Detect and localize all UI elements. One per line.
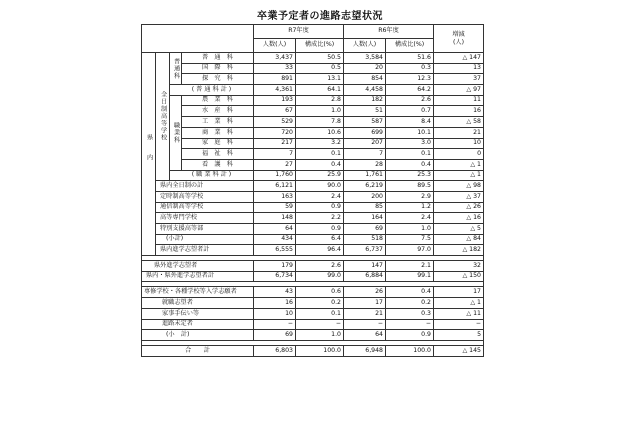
cell: 51.6 xyxy=(386,53,434,64)
row-label: 国 際 科 xyxy=(182,63,254,74)
table-row xyxy=(142,95,484,106)
cell: 0.2 xyxy=(296,298,344,309)
header-diff: 増減 (人) xyxy=(434,25,484,53)
page-title: 卒業予定者の進路志望状況 xyxy=(257,11,383,22)
table-row xyxy=(142,106,484,117)
cell: 217 xyxy=(254,138,296,149)
cell: 6,734 xyxy=(254,271,296,282)
cell: 0.3 xyxy=(386,308,434,319)
cell: 699 xyxy=(344,127,386,138)
table-row xyxy=(142,138,484,149)
cell: △ 182 xyxy=(434,245,484,256)
career-table xyxy=(141,24,484,357)
table-row xyxy=(142,159,484,170)
cell: 25.9 xyxy=(296,170,344,181)
cell: 854 xyxy=(344,74,386,85)
cell: 0.6 xyxy=(296,287,344,298)
label-futsuka: 普通科 xyxy=(170,53,182,85)
table-row xyxy=(142,63,484,74)
row-label: 商 業 科 xyxy=(182,127,254,138)
row-label: 県内進学志望者計 xyxy=(156,245,254,256)
cell: 1.0 xyxy=(296,330,344,341)
cell: 11 xyxy=(434,95,484,106)
cell: △ 1 xyxy=(434,170,484,181)
table-row xyxy=(142,181,484,192)
cell: − xyxy=(344,319,386,330)
cell: 0.2 xyxy=(386,298,434,309)
cell: 13.1 xyxy=(296,74,344,85)
row-label: 工 業 科 xyxy=(182,117,254,128)
header-row-1 xyxy=(142,25,484,39)
table-row xyxy=(142,234,484,245)
cell: 99.1 xyxy=(386,271,434,282)
table-row xyxy=(142,202,484,213)
cell: − xyxy=(434,319,484,330)
cell: 0.3 xyxy=(386,63,434,74)
cell: 0.1 xyxy=(296,149,344,160)
row-label: 農 業 科 xyxy=(182,95,254,106)
cell: 17 xyxy=(344,298,386,309)
cell: 85 xyxy=(344,202,386,213)
row-label: 県内・県外進学志望者計 xyxy=(142,271,254,282)
cell: △ 1 xyxy=(434,298,484,309)
table-row xyxy=(142,287,484,298)
cell: 529 xyxy=(254,117,296,128)
cell: 69 xyxy=(344,224,386,235)
label-zennichisei: 全日制高等学校 xyxy=(156,53,170,181)
cell: 0.1 xyxy=(296,308,344,319)
cell: △ 97 xyxy=(434,85,484,96)
cell: 12.3 xyxy=(386,74,434,85)
cell: 0.4 xyxy=(386,159,434,170)
cell: 4,458 xyxy=(344,85,386,96)
cell: 0 xyxy=(434,149,484,160)
cell: 2.4 xyxy=(386,213,434,224)
cell: 5 xyxy=(434,330,484,341)
header-r6-count: 人数(人) xyxy=(344,39,386,53)
cell: 25.3 xyxy=(386,170,434,181)
table-row xyxy=(142,319,484,330)
row-label: 探 究 科 xyxy=(182,74,254,85)
cell: 96.4 xyxy=(296,245,344,256)
cell: 7.8 xyxy=(296,117,344,128)
cell: 17 xyxy=(434,287,484,298)
cell: 163 xyxy=(254,191,296,202)
table-row xyxy=(142,345,484,356)
row-label: 家事手伝い等 xyxy=(142,308,254,319)
cell: 518 xyxy=(344,234,386,245)
row-label: 水 産 科 xyxy=(182,106,254,117)
cell: 7 xyxy=(254,149,296,160)
cell: 99.0 xyxy=(296,271,344,282)
cell: △ 37 xyxy=(434,191,484,202)
cell: 2.9 xyxy=(386,191,434,202)
cell: 0.7 xyxy=(386,106,434,117)
cell: 37 xyxy=(434,74,484,85)
cell: 6,803 xyxy=(254,345,296,356)
cell: 28 xyxy=(344,159,386,170)
cell: 21 xyxy=(344,308,386,319)
row-label: 進路未定者 xyxy=(142,319,254,330)
row-label: (小 計) xyxy=(142,330,254,341)
cell: 6,884 xyxy=(344,271,386,282)
cell: 0.1 xyxy=(386,149,434,160)
cell: 67 xyxy=(254,106,296,117)
cell: △ 98 xyxy=(434,181,484,192)
cell: 3.2 xyxy=(296,138,344,149)
cell: 21 xyxy=(434,127,484,138)
cell: 69 xyxy=(254,330,296,341)
cell: 100.0 xyxy=(386,345,434,356)
cell: △ 5 xyxy=(434,224,484,235)
cell: 8.4 xyxy=(386,117,434,128)
cell: 2.1 xyxy=(386,261,434,272)
table-row xyxy=(142,308,484,319)
cell: △ 58 xyxy=(434,117,484,128)
row-label: 家 庭 科 xyxy=(182,138,254,149)
cell: 51 xyxy=(344,106,386,117)
cell: 2.6 xyxy=(386,95,434,106)
cell: △ 16 xyxy=(434,213,484,224)
cell: 147 xyxy=(344,261,386,272)
cell: 1,760 xyxy=(254,170,296,181)
cell: 587 xyxy=(344,117,386,128)
cell: 200 xyxy=(344,191,386,202)
row-label: 県外進学志望者 xyxy=(142,261,254,272)
cell: 6,219 xyxy=(344,181,386,192)
table-row xyxy=(142,53,484,64)
cell: 7 xyxy=(344,149,386,160)
table-row xyxy=(142,74,484,85)
cell: 10.6 xyxy=(296,127,344,138)
cell: 13 xyxy=(434,63,484,74)
table-row xyxy=(142,127,484,138)
cell: − xyxy=(386,319,434,330)
label-prefecture-in: 県内 xyxy=(142,53,156,256)
cell: 720 xyxy=(254,127,296,138)
row-label: 看 護 科 xyxy=(182,159,254,170)
cell: 3.0 xyxy=(386,138,434,149)
cell: 64 xyxy=(344,330,386,341)
cell: △ 147 xyxy=(434,53,484,64)
cell: 434 xyxy=(254,234,296,245)
cell: 0.4 xyxy=(296,159,344,170)
cell: 891 xyxy=(254,74,296,85)
row-label: 定時制高等学校 xyxy=(156,191,254,202)
cell: 3,584 xyxy=(344,53,386,64)
cell: 97.0 xyxy=(386,245,434,256)
cell: 1.0 xyxy=(296,106,344,117)
table-row xyxy=(142,191,484,202)
cell: 6,121 xyxy=(254,181,296,192)
cell: 2.8 xyxy=(296,95,344,106)
cell: 0.9 xyxy=(296,224,344,235)
table-row xyxy=(142,261,484,272)
cell: 164 xyxy=(344,213,386,224)
header-r6: R6年度 xyxy=(344,25,434,39)
cell: 59 xyxy=(254,202,296,213)
cell: 32 xyxy=(434,261,484,272)
cell: △ 150 xyxy=(434,271,484,282)
header-r7: R7年度 xyxy=(254,25,344,39)
table-row xyxy=(142,330,484,341)
cell: △ 26 xyxy=(434,202,484,213)
cell: △ 145 xyxy=(434,345,484,356)
cell: 6,948 xyxy=(344,345,386,356)
row-label: 就職志望者 xyxy=(142,298,254,309)
row-label: (小計) xyxy=(156,234,254,245)
cell: 0.4 xyxy=(386,287,434,298)
row-label: 高等専門学校 xyxy=(156,213,254,224)
cell: 89.5 xyxy=(386,181,434,192)
cell: − xyxy=(254,319,296,330)
cell: 33 xyxy=(254,63,296,74)
cell: 2.2 xyxy=(296,213,344,224)
cell: 16 xyxy=(254,298,296,309)
cell: 6,737 xyxy=(344,245,386,256)
table-row xyxy=(142,85,484,96)
table-row xyxy=(142,298,484,309)
cell: 90.0 xyxy=(296,181,344,192)
row-label: 合 計 xyxy=(142,345,254,356)
cell: 10.1 xyxy=(386,127,434,138)
cell: 182 xyxy=(344,95,386,106)
table-row xyxy=(142,271,484,282)
cell: 50.5 xyxy=(296,53,344,64)
cell: 26 xyxy=(344,287,386,298)
cell: 27 xyxy=(254,159,296,170)
label-shokugyoka: 職業科 xyxy=(170,95,182,170)
cell: 1,761 xyxy=(344,170,386,181)
cell: 6,555 xyxy=(254,245,296,256)
cell: 64.2 xyxy=(386,85,434,96)
cell: 7.5 xyxy=(386,234,434,245)
table-row xyxy=(142,149,484,160)
row-label: 普 通 科 xyxy=(182,53,254,64)
table-row xyxy=(142,170,484,181)
cell: △ 1 xyxy=(434,159,484,170)
table-row xyxy=(142,213,484,224)
cell: 2.6 xyxy=(296,261,344,272)
table-row xyxy=(142,245,484,256)
cell: 6.4 xyxy=(296,234,344,245)
header-r6-ratio: 構成比(%) xyxy=(386,39,434,53)
cell: 179 xyxy=(254,261,296,272)
cell: − xyxy=(296,319,344,330)
cell: 1.0 xyxy=(386,224,434,235)
cell: 0.9 xyxy=(296,202,344,213)
row-label: ( 普 通 科 計 ) xyxy=(170,85,254,96)
cell: 0.9 xyxy=(386,330,434,341)
cell: 64.1 xyxy=(296,85,344,96)
cell: 3,437 xyxy=(254,53,296,64)
cell: 64 xyxy=(254,224,296,235)
cell: 4,361 xyxy=(254,85,296,96)
cell: 10 xyxy=(434,138,484,149)
row-label: 通信制高等学校 xyxy=(156,202,254,213)
row-label: ( 職 業 科 計 ) xyxy=(170,170,254,181)
header-r7-count: 人数(人) xyxy=(254,39,296,53)
cell: 10 xyxy=(254,308,296,319)
cell: 148 xyxy=(254,213,296,224)
row-label: 専修学校・各種学校等入学志願者 xyxy=(142,287,254,298)
row-label: 福 祉 科 xyxy=(182,149,254,160)
cell: △ 84 xyxy=(434,234,484,245)
cell: 100.0 xyxy=(296,345,344,356)
cell: 0.5 xyxy=(296,63,344,74)
cell: 207 xyxy=(344,138,386,149)
table-row xyxy=(142,224,484,235)
cell: 43 xyxy=(254,287,296,298)
cell: 193 xyxy=(254,95,296,106)
cell: △ 11 xyxy=(434,308,484,319)
cell: 1.2 xyxy=(386,202,434,213)
header-r7-ratio: 構成比(%) xyxy=(296,39,344,53)
cell: 16 xyxy=(434,106,484,117)
row-label: 特別支援高等部 xyxy=(156,224,254,235)
row-label: 県内全日制の計 xyxy=(156,181,254,192)
header-blank xyxy=(142,25,254,53)
cell: 20 xyxy=(344,63,386,74)
cell: 2.4 xyxy=(296,191,344,202)
table-row xyxy=(142,117,484,128)
